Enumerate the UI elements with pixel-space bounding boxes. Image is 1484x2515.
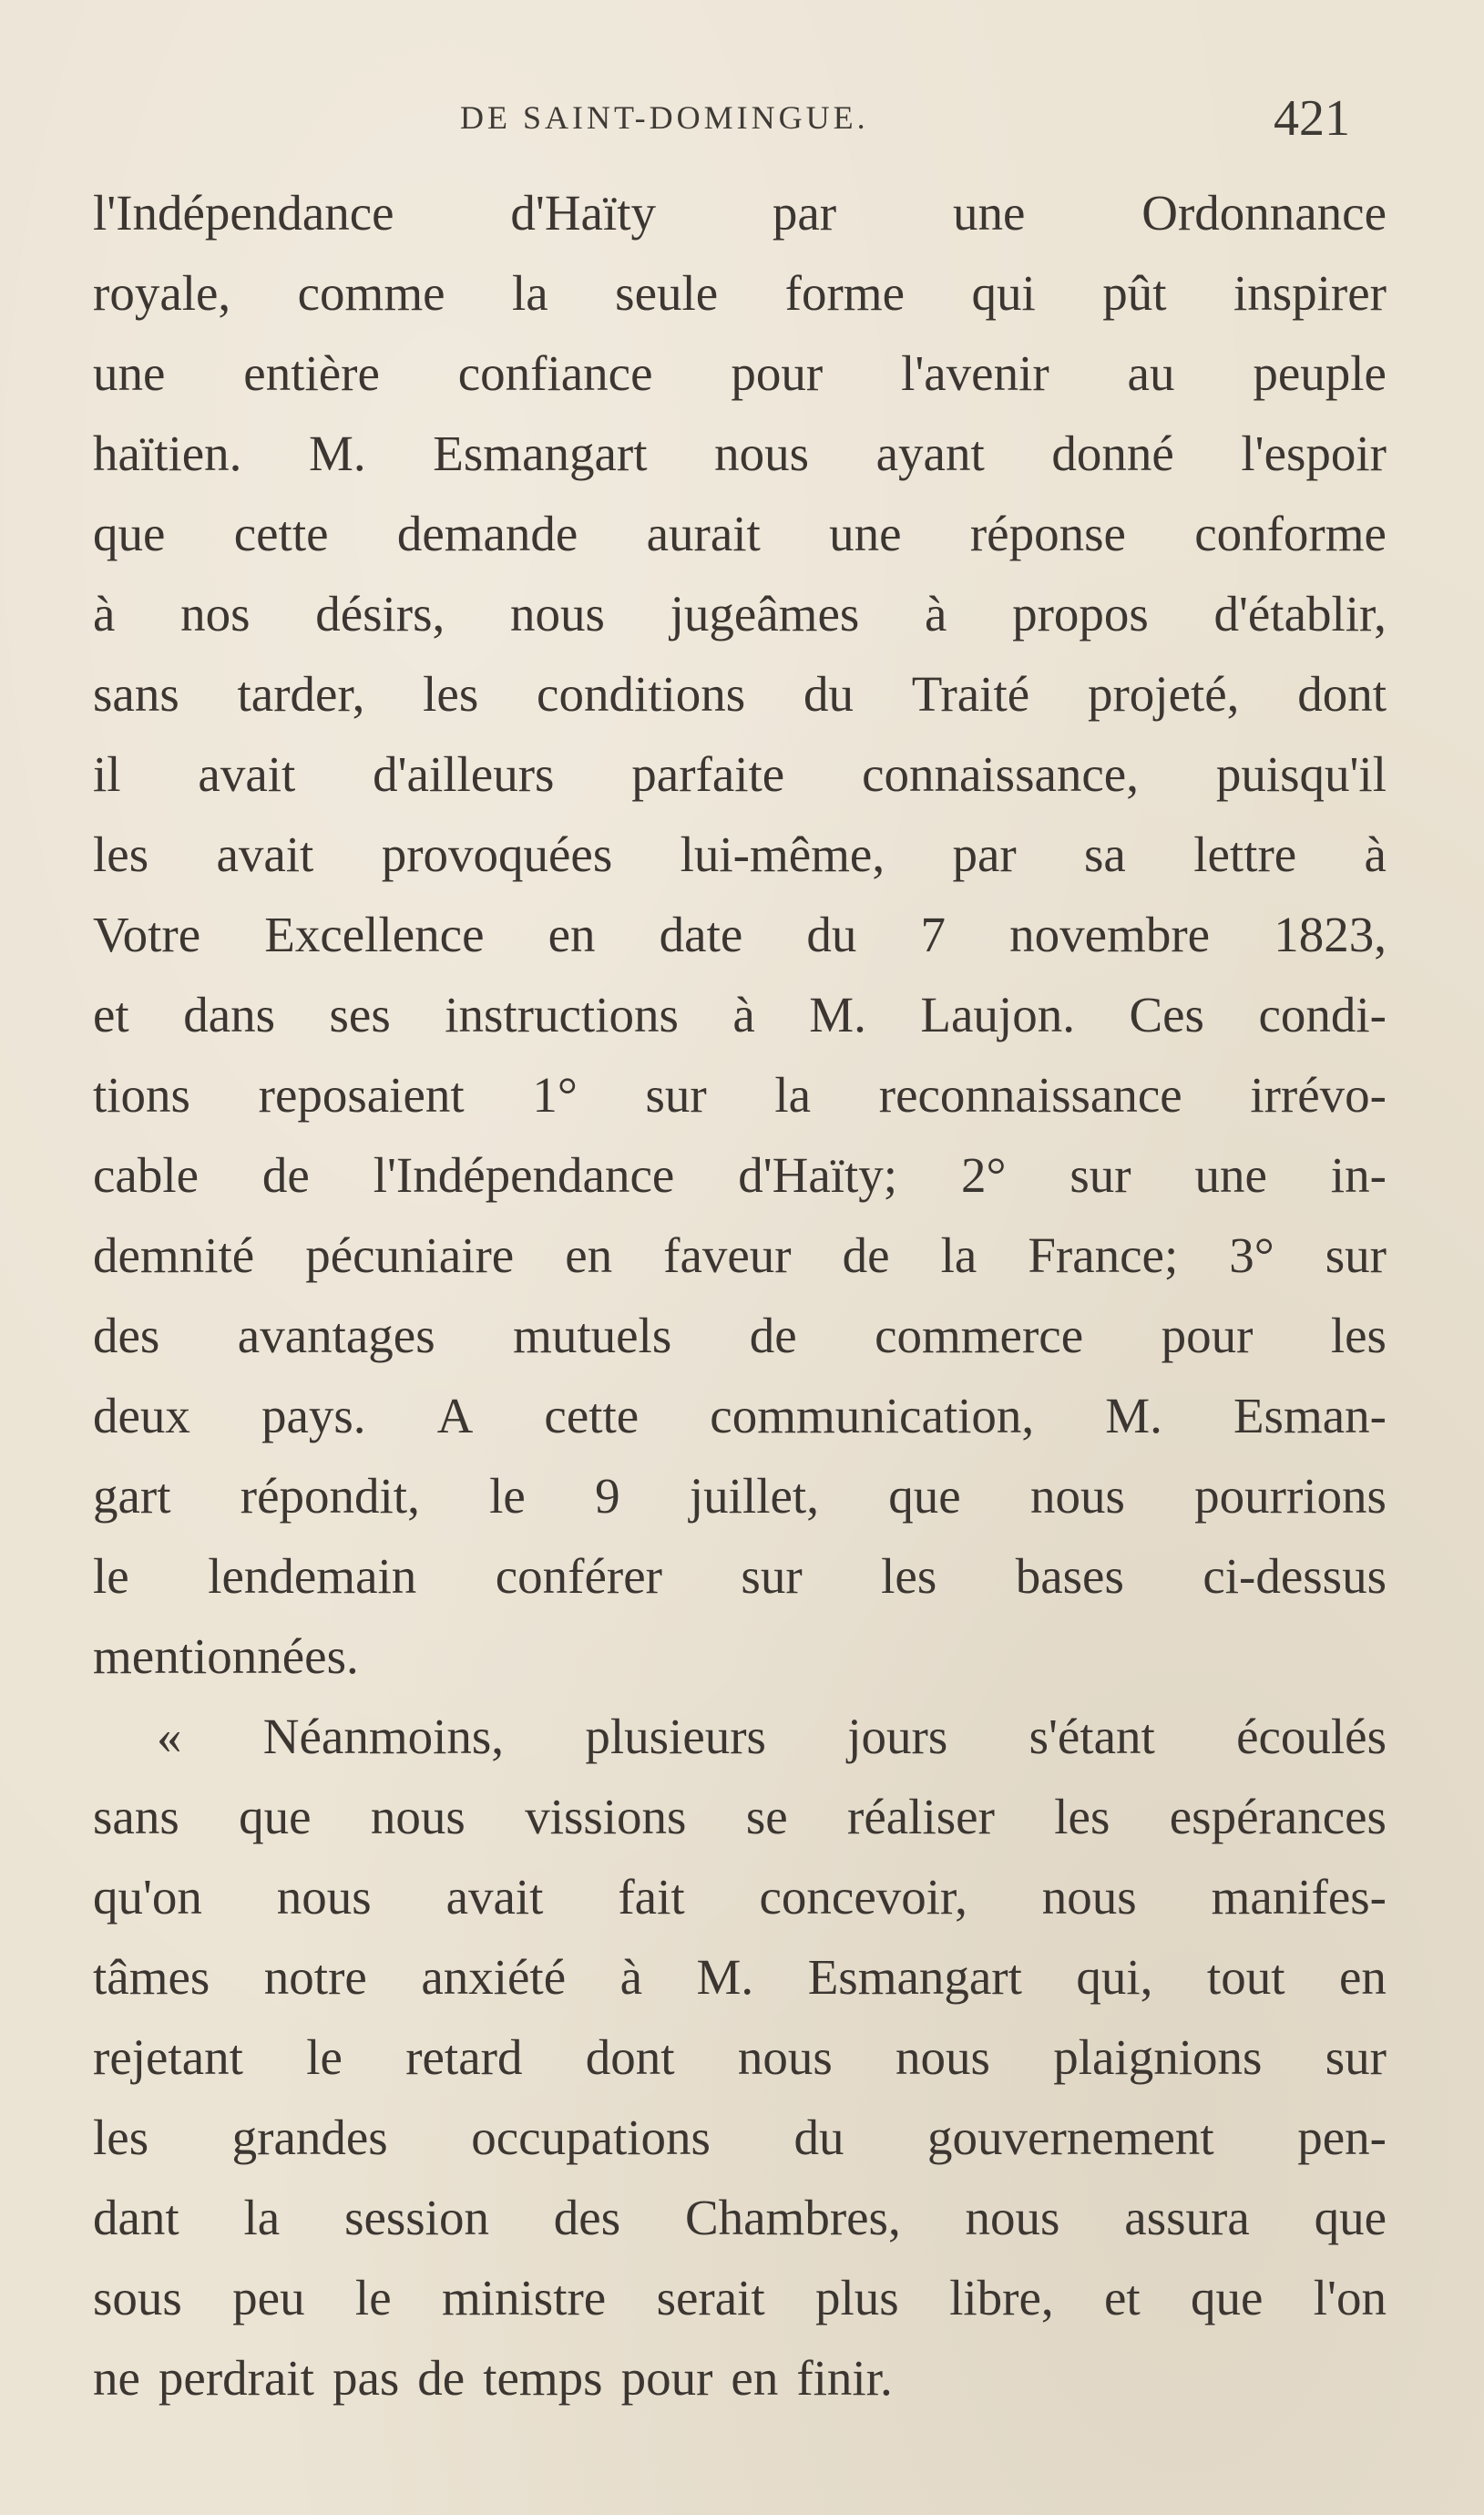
text-line <box>93 334 1387 414</box>
word: du <box>793 2110 844 2165</box>
word: les <box>881 1548 937 1604</box>
word: M. <box>809 987 866 1042</box>
word: royale, <box>93 265 231 321</box>
word: tarder, <box>237 666 365 722</box>
text-line <box>93 1937 1387 2017</box>
text-line <box>93 253 1387 334</box>
word: M. <box>696 1949 754 2005</box>
word: une <box>952 185 1026 241</box>
word: de <box>261 1147 310 1203</box>
word: communication, <box>710 1388 1035 1443</box>
word: connaissance, <box>862 746 1139 802</box>
word: les <box>93 826 149 882</box>
word: dans <box>183 987 276 1042</box>
text-line <box>93 1697 1387 1777</box>
word: une <box>829 506 902 561</box>
word: par <box>772 185 837 241</box>
word: nous <box>1029 1468 1125 1524</box>
word: anxiété <box>421 1949 567 2005</box>
word: condi- <box>1258 987 1387 1042</box>
word: novembre <box>1009 907 1211 962</box>
word: pas <box>332 2350 400 2406</box>
word: pays. <box>261 1388 366 1443</box>
word: parfaite <box>631 746 785 802</box>
word: comme <box>297 265 445 321</box>
word: sans <box>93 666 179 722</box>
word: l'espoir <box>1241 426 1387 481</box>
word: bases <box>1015 1548 1124 1604</box>
word: ministre <box>441 2270 607 2325</box>
word: cable <box>93 1147 200 1203</box>
word: une <box>1194 1147 1267 1203</box>
word: « <box>157 1709 182 1764</box>
word: M. <box>309 426 366 481</box>
text-line <box>93 494 1387 574</box>
word: sur <box>1070 1147 1131 1203</box>
word: nous <box>896 2029 990 2085</box>
text-line <box>93 1857 1387 1937</box>
word: mutuels <box>513 1308 672 1363</box>
word: Votre <box>93 907 201 962</box>
word: que <box>1314 2190 1387 2245</box>
word: plaignions <box>1053 2029 1263 2085</box>
word: Néanmoins, <box>262 1709 505 1764</box>
text-line <box>93 173 1387 253</box>
text-line <box>93 574 1387 654</box>
word: d'ailleurs <box>373 746 555 802</box>
word: 1823, <box>1274 907 1387 962</box>
word: 9 <box>595 1468 620 1524</box>
word: occupations <box>471 2110 711 2165</box>
word: fait <box>618 1869 685 1925</box>
word: deux <box>93 1388 190 1443</box>
word: à <box>732 987 755 1042</box>
text-line <box>93 414 1387 494</box>
word: ne <box>93 2350 140 2406</box>
word: jugeâmes <box>670 586 860 642</box>
word: qui, <box>1076 1949 1153 2005</box>
word: d'Haïty <box>510 185 657 241</box>
word: réaliser <box>847 1789 995 1844</box>
word: conforme <box>1194 506 1387 561</box>
text-line <box>93 1536 1387 1617</box>
word: notre <box>263 1949 367 2005</box>
text-line <box>93 1376 1387 1456</box>
word: France; <box>1028 1227 1179 1283</box>
word: Esmangart <box>807 1949 1022 2005</box>
word: ci-dessus <box>1203 1548 1387 1604</box>
word: propos <box>1012 586 1149 642</box>
word: Ordonnance <box>1141 185 1387 241</box>
word: irrévo- <box>1250 1067 1387 1123</box>
word: demnité <box>93 1227 255 1283</box>
word: session <box>344 2190 489 2245</box>
word: l'avenir <box>901 345 1049 401</box>
word: puisqu'il <box>1215 746 1387 802</box>
word: commerce <box>875 1308 1084 1363</box>
word: sur <box>645 1067 707 1123</box>
word: par <box>952 826 1017 882</box>
word: du <box>806 907 857 962</box>
word: à <box>924 586 947 642</box>
word: confiance <box>457 345 653 401</box>
word: entière <box>243 345 380 401</box>
word: sa <box>1084 826 1126 882</box>
word: manifes- <box>1211 1869 1387 1925</box>
running-head: DE SAINT-DOMINGUE. <box>460 99 869 136</box>
word: seule <box>615 265 719 321</box>
word: cette <box>544 1388 640 1443</box>
word: lendemain <box>208 1548 417 1604</box>
word: dont <box>1297 666 1387 722</box>
word: Traité <box>911 666 1030 722</box>
word: l'on <box>1313 2270 1387 2325</box>
word: avait <box>198 746 296 802</box>
word: la <box>243 2190 281 2245</box>
word: peu <box>232 2270 305 2325</box>
word: 7 <box>920 907 947 962</box>
word: le <box>354 2270 392 2325</box>
word: espérances <box>1169 1789 1387 1844</box>
word: forme <box>784 265 905 321</box>
text-line <box>93 2178 1387 2258</box>
word: que <box>888 1468 961 1524</box>
word: rejetant <box>93 2029 243 2085</box>
word: avantages <box>237 1308 435 1363</box>
word: pourrions <box>1194 1468 1387 1524</box>
word: et <box>1103 2270 1141 2325</box>
word: sur <box>1325 2029 1387 2085</box>
text-line <box>93 1777 1387 1857</box>
word: tout <box>1206 1949 1285 2005</box>
word: que <box>239 1789 312 1844</box>
text-line <box>93 654 1387 734</box>
word: nous <box>509 586 605 642</box>
text-line <box>93 895 1387 975</box>
word: peuple <box>1253 345 1387 401</box>
word: les <box>1330 1308 1387 1363</box>
word: dant <box>93 2190 179 2245</box>
word: donné <box>1051 426 1174 481</box>
word: de <box>842 1227 890 1283</box>
word: 1° <box>532 1067 578 1123</box>
text-line <box>93 734 1387 815</box>
text-line <box>93 2017 1387 2098</box>
word: retard <box>405 2029 523 2085</box>
word: le <box>489 1468 526 1524</box>
word: plusieurs <box>585 1709 766 1764</box>
word: pour <box>620 2350 713 2406</box>
word: A <box>436 1388 474 1443</box>
word: inspirer <box>1233 265 1387 321</box>
word: répondit, <box>240 1468 420 1524</box>
text-line <box>93 2258 1387 2338</box>
word: que <box>1191 2270 1264 2325</box>
word: conférer <box>495 1548 662 1604</box>
word: perdrait <box>158 2350 314 2406</box>
word: lui-même, <box>680 826 885 882</box>
word: s'étant <box>1029 1709 1155 1764</box>
text-line <box>93 1135 1387 1216</box>
word: de <box>749 1308 797 1363</box>
word: désirs, <box>315 586 445 642</box>
word: à <box>619 1949 643 2005</box>
word: il <box>93 746 121 802</box>
word: projeté, <box>1087 666 1240 722</box>
word: lettre <box>1193 826 1297 882</box>
text-line <box>93 1617 1387 1697</box>
word: de <box>417 2350 466 2406</box>
word: la <box>774 1067 812 1123</box>
word: sous <box>93 2270 182 2325</box>
word: Esmangart <box>433 426 648 481</box>
word: Ces <box>1129 987 1204 1042</box>
word: pen- <box>1297 2110 1387 2165</box>
word: sur <box>1325 1227 1387 1283</box>
word: et <box>93 987 129 1042</box>
word: 2° <box>960 1147 1007 1203</box>
word: juillet, <box>689 1468 819 1524</box>
word: jours <box>847 1709 948 1764</box>
word: qui <box>971 265 1036 321</box>
word: pour <box>1161 1308 1254 1363</box>
word: gart <box>93 1468 171 1524</box>
word: d'Haïty; <box>738 1147 898 1203</box>
word: l'Indépendance <box>373 1147 675 1203</box>
word: serait <box>656 2270 765 2325</box>
word: nous <box>965 2190 1060 2245</box>
word: nous <box>276 1869 372 1925</box>
word: demande <box>396 506 578 561</box>
word: cette <box>233 506 329 561</box>
word: plus <box>815 2270 899 2325</box>
word: haïtien. <box>93 426 242 481</box>
text-line <box>93 1296 1387 1376</box>
word: aurait <box>646 506 761 561</box>
word: que <box>93 506 166 561</box>
word: assura <box>1124 2190 1250 2245</box>
word: à <box>93 586 116 642</box>
word: pour <box>731 345 824 401</box>
word: dont <box>585 2029 675 2085</box>
word: conditions <box>537 666 746 722</box>
text-line <box>93 815 1387 895</box>
text-line <box>93 1456 1387 1536</box>
text-line <box>93 1055 1387 1135</box>
word: tâmes <box>93 1949 210 2005</box>
word: mentionnées. <box>93 1628 359 1684</box>
word: in- <box>1330 1147 1387 1203</box>
word: se <box>745 1789 788 1844</box>
word: libre, <box>949 2270 1054 2325</box>
word: la <box>940 1227 977 1283</box>
word: provoquées <box>381 826 613 882</box>
word: les <box>1054 1789 1110 1844</box>
text-line <box>93 2098 1387 2178</box>
word: vissions <box>525 1789 687 1844</box>
word: d'établir, <box>1213 586 1387 642</box>
word: pécuniaire <box>305 1227 515 1283</box>
word: une <box>93 345 166 401</box>
word: les <box>93 2110 149 2165</box>
word: Esman- <box>1233 1388 1387 1443</box>
word: le <box>306 2029 343 2085</box>
word: réponse <box>969 506 1126 561</box>
word: à <box>1364 826 1387 882</box>
word: au <box>1127 345 1175 401</box>
word: nos <box>180 586 251 642</box>
word: faveur <box>663 1227 792 1283</box>
word: avait <box>216 826 314 882</box>
text-line <box>93 1216 1387 1296</box>
word: en <box>565 1227 613 1283</box>
word: temps <box>483 2350 603 2406</box>
word: reconnaissance <box>878 1067 1182 1123</box>
word: Chambres, <box>684 2190 901 2245</box>
word: du <box>803 666 854 722</box>
word: 3° <box>1229 1227 1274 1283</box>
word: avait <box>445 1869 544 1925</box>
word: gouvernement <box>927 2110 1214 2165</box>
paragraph <box>93 1697 1387 2418</box>
word: reposaient <box>258 1067 465 1123</box>
word: des <box>553 2190 621 2245</box>
body-text <box>93 173 1387 2418</box>
word: sur <box>741 1548 803 1604</box>
word: nous <box>1041 1869 1137 1925</box>
word: la <box>512 265 548 321</box>
word: en <box>731 2350 779 2406</box>
word: ses <box>329 987 391 1042</box>
word: grandes <box>231 2110 388 2165</box>
word: finir. <box>796 2350 893 2406</box>
text-line <box>93 975 1387 1055</box>
paragraph <box>93 173 1387 1697</box>
word: l'Indépendance <box>93 185 394 241</box>
word: ayant <box>875 426 985 481</box>
word: nous <box>370 1789 466 1844</box>
word: Laujon. <box>920 987 1075 1042</box>
word: écoulés <box>1236 1709 1387 1764</box>
page-number: 421 <box>1274 90 1350 147</box>
word: concevoir, <box>759 1869 967 1925</box>
word: M. <box>1105 1388 1162 1443</box>
word: nous <box>714 426 810 481</box>
text-line <box>93 2338 1387 2418</box>
word: nous <box>737 2029 833 2085</box>
word: en <box>1338 1949 1387 2005</box>
word: qu'on <box>93 1869 202 1925</box>
word: le <box>93 1548 129 1604</box>
word: tions <box>93 1067 190 1123</box>
word: Excellence <box>264 907 485 962</box>
word: date <box>659 907 743 962</box>
word: les <box>423 666 479 722</box>
word: pût <box>1102 265 1167 321</box>
word: en <box>548 907 596 962</box>
word: sans <box>93 1789 179 1844</box>
word: des <box>93 1308 160 1363</box>
word: instructions <box>445 987 679 1042</box>
